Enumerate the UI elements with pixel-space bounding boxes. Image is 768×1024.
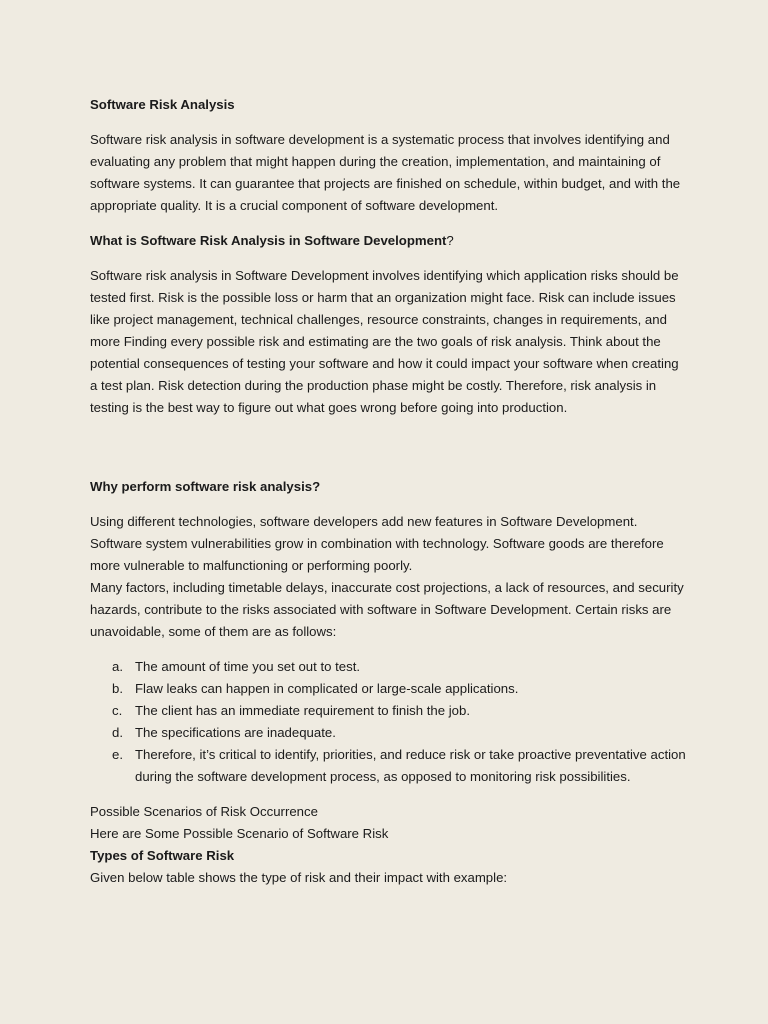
blank-line-spacer bbox=[90, 432, 688, 476]
list-item-text: Therefore, it’s critical to identify, priorities, and reduce risk or take proactive preventative action during the software development process, as opposed to monitoring risk possibilities. bbox=[135, 747, 686, 784]
list-item-text: Flaw leaks can happen in complicated or large-scale applications. bbox=[135, 681, 519, 696]
risk-list bbox=[90, 656, 688, 788]
list-item-text: The specifications are inadequate. bbox=[135, 725, 336, 740]
section-heading-why-perform: Why perform software risk analysis? bbox=[90, 479, 321, 494]
list-item bbox=[90, 700, 688, 722]
section-heading-what-is bbox=[90, 230, 688, 252]
types-section bbox=[90, 801, 688, 889]
why-perform-paragraph-part-2: Many factors, including timetable delays, inaccurate cost projections, a lack of resources, and security hazards, contribute to the risks associated with software in Software Development. Certain risks are unavoidable, some of them are as follows: bbox=[90, 580, 684, 639]
list-item-marker: d. bbox=[112, 725, 123, 740]
section-heading-question-mark: ? bbox=[446, 233, 454, 248]
list-item-text: The client has an immediate requirement to finish the job. bbox=[135, 703, 470, 718]
why-perform-paragraph bbox=[90, 511, 688, 643]
document-title: Software Risk Analysis bbox=[90, 97, 235, 112]
list-item-marker: c. bbox=[112, 703, 123, 718]
list-item bbox=[90, 744, 688, 788]
types-intro: Given below table shows the type of risk and their impact with example: bbox=[90, 870, 508, 885]
list-item bbox=[90, 656, 688, 678]
scenarios-line: Possible Scenarios of Risk Occurrence bbox=[90, 804, 318, 819]
why-perform-paragraph-part-1: Using different technologies, software developers add new features in Software Development. Software system vulnerabilities grow in combination with technology. Software goods are therefore more vulnerable to malfunctioning or performing poorly. bbox=[90, 514, 664, 573]
list-item-marker: e. bbox=[112, 747, 123, 762]
what-is-paragraph: Software risk analysis in Software Development involves identifying which application risks should be tested first. Risk is the possible loss or harm that an organization might face. Risk can include issues like project management, technical challenges, resource constraints, changes in requirements, and more Finding every possible risk and estimating are the two goals of risk analysis. Think about the potential consequences of testing your software and how it could impact your software when creating a test plan. Risk detection during the production phase might be costly. Therefore, risk analysis in testing is the best way to figure out what goes wrong before going into production. bbox=[90, 268, 679, 415]
list-item-marker: b. bbox=[112, 681, 123, 696]
types-heading: Types of Software Risk bbox=[90, 848, 235, 863]
list-item bbox=[90, 678, 688, 700]
list-item-text: The amount of time you set out to test. bbox=[135, 659, 361, 674]
section-heading-what-is-text: What is Software Risk Analysis in Software Development bbox=[90, 233, 447, 248]
list-item bbox=[90, 722, 688, 744]
list-item-marker: a. bbox=[112, 659, 123, 674]
scenarios-subline: Here are Some Possible Scenario of Software Risk bbox=[90, 826, 389, 841]
intro-paragraph: Software risk analysis in software development is a systematic process that involves identifying and evaluating any problem that might happen during the creation, implementation, and maintaining of software systems. It can guarantee that projects are finished on schedule, within budget, and with the appropriate quality. It is a crucial component of software development. bbox=[90, 132, 681, 213]
